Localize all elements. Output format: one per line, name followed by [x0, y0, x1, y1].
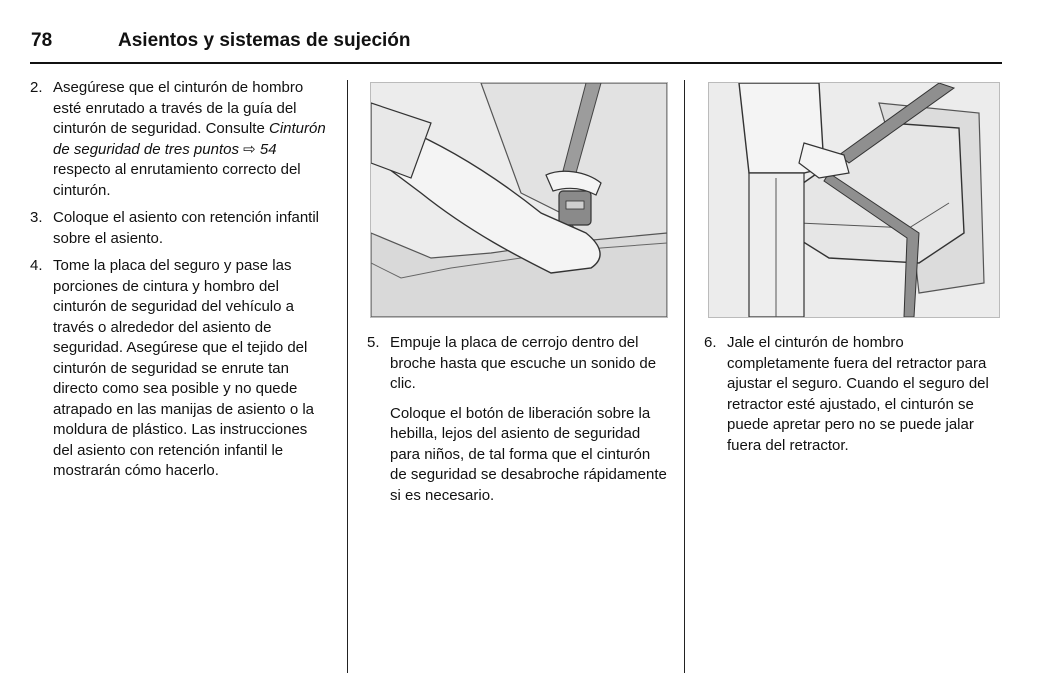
step-6: [704, 333, 1004, 456]
buckle-drawing: [371, 83, 667, 317]
cross-reference-page[interactable]: 54: [259, 140, 277, 158]
retractor-illustration: [708, 82, 1000, 318]
step-2: [30, 78, 330, 201]
step-text: Tome la placa del seguro y pase las porciones de cintura y hombro del cinturón de seguridad del vehículo a través o alrededor del asiento de seguridad. Asegúrese que el tejido del cinturón de seguridad se enrute tan directo como sea posible y no quede atrapado en las manijas de asiento o la moldura de plástico. Las instrucciones del asiento con retención infantil le mostrarán cómo hacerlo.: [53, 257, 315, 479]
step-number: 5.: [367, 334, 380, 351]
cross-reference-link[interactable]: Cinturón de seguridad de tres puntos: [53, 120, 326, 158]
step-number: 2.: [30, 79, 43, 96]
step-number: 4.: [30, 257, 43, 274]
step-number: 3.: [30, 209, 43, 226]
column-2: [367, 333, 667, 513]
step-number: 6.: [704, 334, 717, 351]
step-4: [30, 256, 330, 482]
buckle-illustration: [370, 82, 668, 318]
arrow-right-icon: ⇨: [243, 140, 256, 158]
retractor-drawing: [709, 83, 999, 317]
page-number: 78: [31, 30, 53, 51]
column-divider-1: [347, 80, 348, 673]
step-5: [367, 333, 667, 506]
step-3: [30, 208, 330, 249]
page-title: Asientos y sistemas de sujeción: [118, 30, 411, 51]
header-rule: [30, 62, 1002, 64]
step-text: Empuje la placa de cerrojo dentro del broche hasta que escuche un sonido de clic.: [390, 334, 657, 392]
column-divider-2: [684, 80, 685, 673]
step-text: Coloque el asiento con retención infantil sobre el asiento.: [53, 209, 320, 247]
step-text: Jale el cinturón de hombro completamente fuera del retractor para ajustar el seguro. Cuando el seguro del retractor esté ajustado, el cinturón se puede apretar pero no se puede jalar fuera del retractor.: [727, 334, 989, 454]
column-3: [704, 333, 1004, 463]
step-note: Coloque el botón de liberación sobre la hebilla, lejos del asiento de seguridad para niños, de tal forma que el cinturón de seguridad se desabroche rápidamente si es necesario.: [390, 404, 667, 504]
step-text: Asegúrese que el cinturón de hombro esté enrutado a través de la guía del cinturón de seguridad. Consulte Cinturón de seguridad de tres puntos ⇨ 54 respecto al enrutamiento correcto del cinturón.: [53, 79, 326, 199]
column-1: [30, 78, 330, 489]
